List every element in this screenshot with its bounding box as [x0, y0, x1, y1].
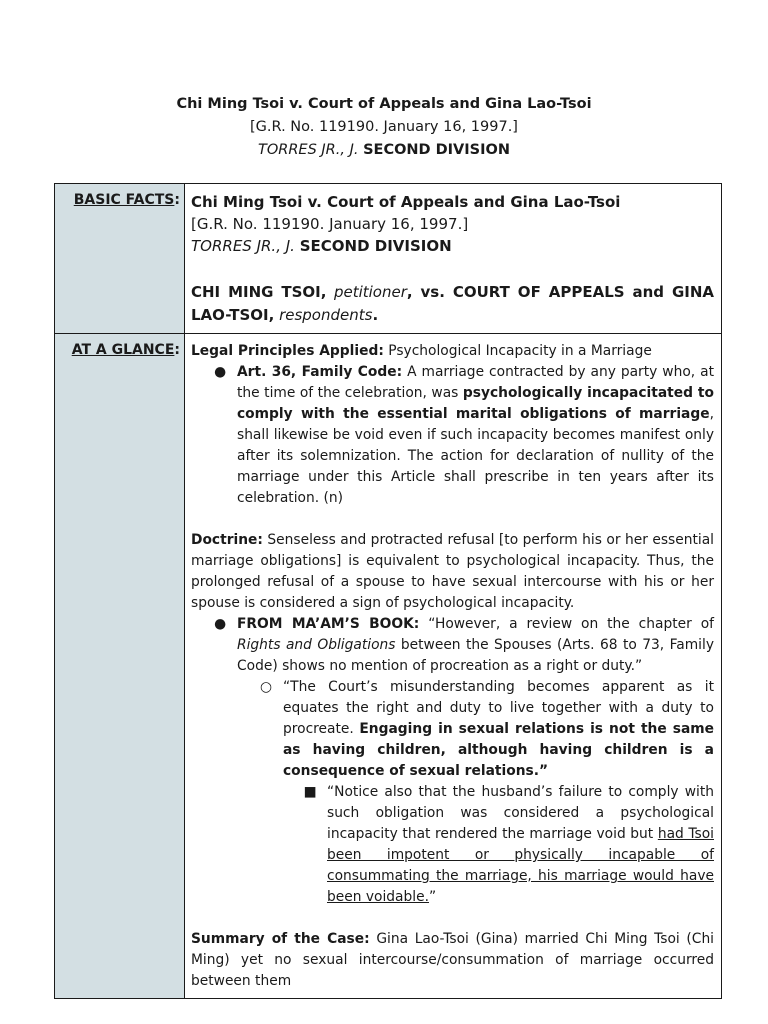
court-text: “The Court’s misunderstanding becomes apparent as it equates the right and duty to live together with a duty to procreate. [283, 679, 714, 737]
parties [191, 281, 714, 327]
petitioner-name: CHI MING TSOI, [191, 283, 327, 301]
bullet-circle-icon: ○ [259, 679, 273, 695]
summary-label: Summary of the Case: [191, 931, 370, 947]
legal-principles-label: Legal Principles Applied: [191, 343, 384, 359]
petitioner-role: petitioner [333, 283, 407, 301]
spacer [191, 908, 714, 929]
summary-text: Gina Lao-Tsoi (Gina) married Chi Ming Tsoi (Chi Ming) yet no sexual intercourse/consummation of marriage occurred between them [191, 931, 715, 989]
art36-text-2: , shall likewise be void even if such incapacity becomes manifest only after its solemnization. The action for declaration of nullity of the marriage under this Article shall prescribe in ten years after its celebration. (n) [237, 406, 714, 506]
division: SECOND DIVISION [363, 142, 510, 158]
case-digest-table [54, 183, 722, 999]
case-title: Chi Ming Tsoi v. Court of Appeals and Gina Lao-Tsoi [176, 96, 592, 112]
list-item-art36 [213, 362, 715, 509]
versus-respondents: , vs. COURT OF APPEALS and GINA LAO-TSOI, [191, 283, 715, 324]
basic-facts-ponente: TORRES JR., J. [191, 237, 295, 255]
principles-list [191, 362, 714, 509]
document-header [0, 93, 768, 162]
ponente: TORRES JR., J. [258, 142, 359, 158]
basic-facts-label: BASIC FACTS [73, 192, 175, 208]
bullet-disc-icon: ● [213, 616, 227, 632]
bullet-disc-icon: ● [213, 364, 227, 380]
notice-underlined-text: had Tsoi been impotent or physically incapable of consummating the marriage, his marriage would have been voidable. [327, 826, 714, 905]
art36-label: Art. 36, Family Code: [237, 364, 403, 380]
book-text-1: “However, a review on the chapter of [428, 616, 714, 632]
at-a-glance-label-cell [55, 334, 185, 999]
doctrine-list [191, 614, 714, 908]
notice-end: ” [428, 889, 437, 905]
respondent-role: respondents [279, 306, 373, 324]
legal-principles [191, 341, 714, 362]
book-italic-text: Rights and Obligations [237, 637, 396, 653]
basic-facts-label-cell [55, 184, 185, 334]
basic-facts-colon: : [174, 192, 180, 208]
case-gr-number: [G.R. No. 119190. January 16, 1997.] [250, 119, 518, 135]
book-text-2: between the Spouses (Arts. 68 to 73, Family Code) shows no mention of procreation as a right or duty.” [237, 637, 714, 674]
art36-text-1: A marriage contracted by any party who, at the time of the celebration, was [237, 364, 715, 401]
court-bold-text: Engaging in sexual relations is not the same as having children, although having children is a consequence of sexual relations.” [283, 721, 714, 779]
basic-facts-division: SECOND DIVISION [299, 237, 452, 255]
basic-facts-title: Chi Ming Tsoi v. Court of Appeals and Gina Lao-Tsoi [191, 193, 621, 211]
doctrine [191, 530, 714, 614]
list-item-court [259, 677, 714, 782]
basic-facts-row [55, 184, 722, 334]
book-label: FROM MA’AM’S BOOK: [237, 616, 420, 632]
basic-facts-content [185, 184, 722, 334]
notice-text: “Notice also that the husband’s failure to comply with such obligation was considered a psychological incapacity that rendered the marriage void but [327, 784, 714, 842]
basic-facts-gr: [G.R. No. 119190. January 16, 1997.] [191, 215, 469, 233]
spacer [191, 509, 714, 530]
at-a-glance-row [55, 334, 722, 999]
at-a-glance-content [185, 334, 722, 999]
case-ponente-line [0, 139, 768, 162]
at-a-glance-label: AT A GLANCE [71, 342, 175, 358]
list-item-notice [303, 782, 714, 908]
doctrine-label: Doctrine: [191, 532, 263, 548]
basic-facts-ponente-line [191, 235, 714, 257]
legal-principles-text: Psychological Incapacity in a Marriage [388, 343, 652, 359]
list-item-book [213, 614, 714, 677]
at-a-glance-colon: : [174, 342, 180, 358]
bullet-square-icon: ■ [303, 784, 317, 800]
parties-period: . [372, 306, 379, 324]
case-summary [191, 929, 714, 992]
doctrine-text: Senseless and protracted refusal [to perform his or her essential marriage obligations] is equivalent to psychological incapacity. Thus, the prolonged refusal of a spouse to have sexual intercourse with his or her spouse is considered a sign of psychological incapacity. [191, 532, 715, 611]
art36-bold-text: psychologically incapacitated to comply with the essential marital obligations of marriage [237, 385, 714, 422]
